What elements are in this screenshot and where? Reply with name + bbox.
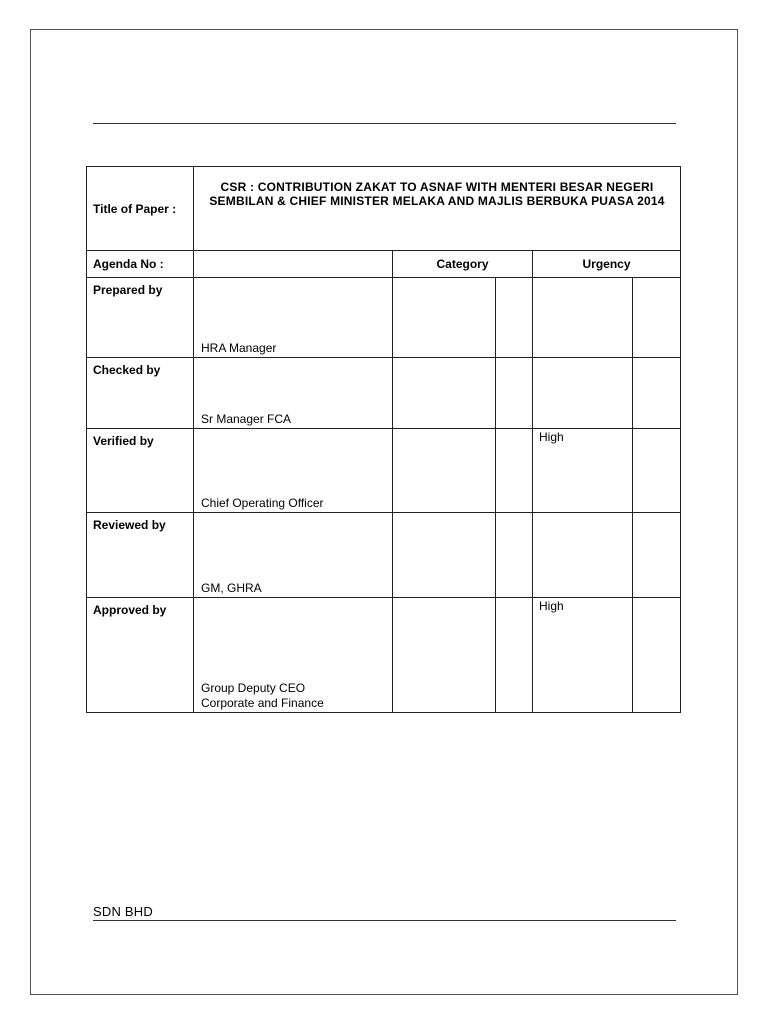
agenda-value: [194, 251, 393, 278]
signatory-title: GM, GHRA: [201, 581, 262, 595]
signatory-cell: [194, 513, 393, 598]
category-cell: [393, 513, 496, 598]
category-check-cell: [496, 429, 533, 513]
header-rule: [93, 123, 676, 124]
signatory-cell: [194, 358, 393, 429]
category-cell: [393, 358, 496, 429]
category-check-cell: [496, 278, 533, 358]
row-label: Checked by: [87, 358, 194, 429]
row-label: Approved by: [87, 598, 194, 713]
category-header: Category: [393, 251, 533, 278]
footer-rule: [93, 920, 676, 921]
footer-company-name: SDN BHD: [93, 904, 153, 919]
urgency-check-cell: [633, 358, 681, 429]
table-row: [87, 429, 681, 513]
urgency-cell: High: [533, 598, 633, 713]
category-cell: [393, 278, 496, 358]
signatory-title: Sr Manager FCA: [201, 412, 292, 426]
urgency-check-cell: [633, 278, 681, 358]
urgency-check-cell: [633, 598, 681, 713]
approval-form-table: [86, 166, 681, 713]
signatory-cell: [194, 429, 393, 513]
urgency-cell: [533, 358, 633, 429]
signatory-title-line2: Corporate and Finance: [201, 696, 324, 710]
table-row: [87, 513, 681, 598]
urgency-cell: [533, 278, 633, 358]
category-check-cell: [496, 358, 533, 429]
table-row: [87, 598, 681, 713]
table-row: [87, 278, 681, 358]
row-label: Verified by: [87, 429, 194, 513]
table-row: [87, 358, 681, 429]
category-cell: [393, 598, 496, 713]
paper-title: CSR : CONTRIBUTION ZAKAT TO ASNAF WITH MENTERI BESAR NEGERI SEMBILAN & CHIEF MINISTER MELAKA AND MAJLIS BERBUKA PUASA 2014: [194, 167, 681, 251]
category-cell: [393, 429, 496, 513]
signatory-title: Chief Operating Officer: [201, 496, 324, 510]
title-row: [87, 167, 681, 251]
urgency-check-cell: [633, 429, 681, 513]
signatory-title: Group Deputy CEO: [201, 681, 306, 695]
urgency-check-cell: [633, 513, 681, 598]
signatory-cell: [194, 598, 393, 713]
agenda-row: [87, 251, 681, 278]
row-label: Reviewed by: [87, 513, 194, 598]
urgency-cell: High: [533, 429, 633, 513]
agenda-label: Agenda No :: [87, 251, 194, 278]
row-label: Prepared by: [87, 278, 194, 358]
category-check-cell: [496, 598, 533, 713]
urgency-header: Urgency: [533, 251, 681, 278]
signatory-title: HRA Manager: [201, 341, 277, 355]
category-check-cell: [496, 513, 533, 598]
urgency-cell: [533, 513, 633, 598]
signatory-cell: [194, 278, 393, 358]
title-label: Title of Paper :: [87, 167, 194, 251]
